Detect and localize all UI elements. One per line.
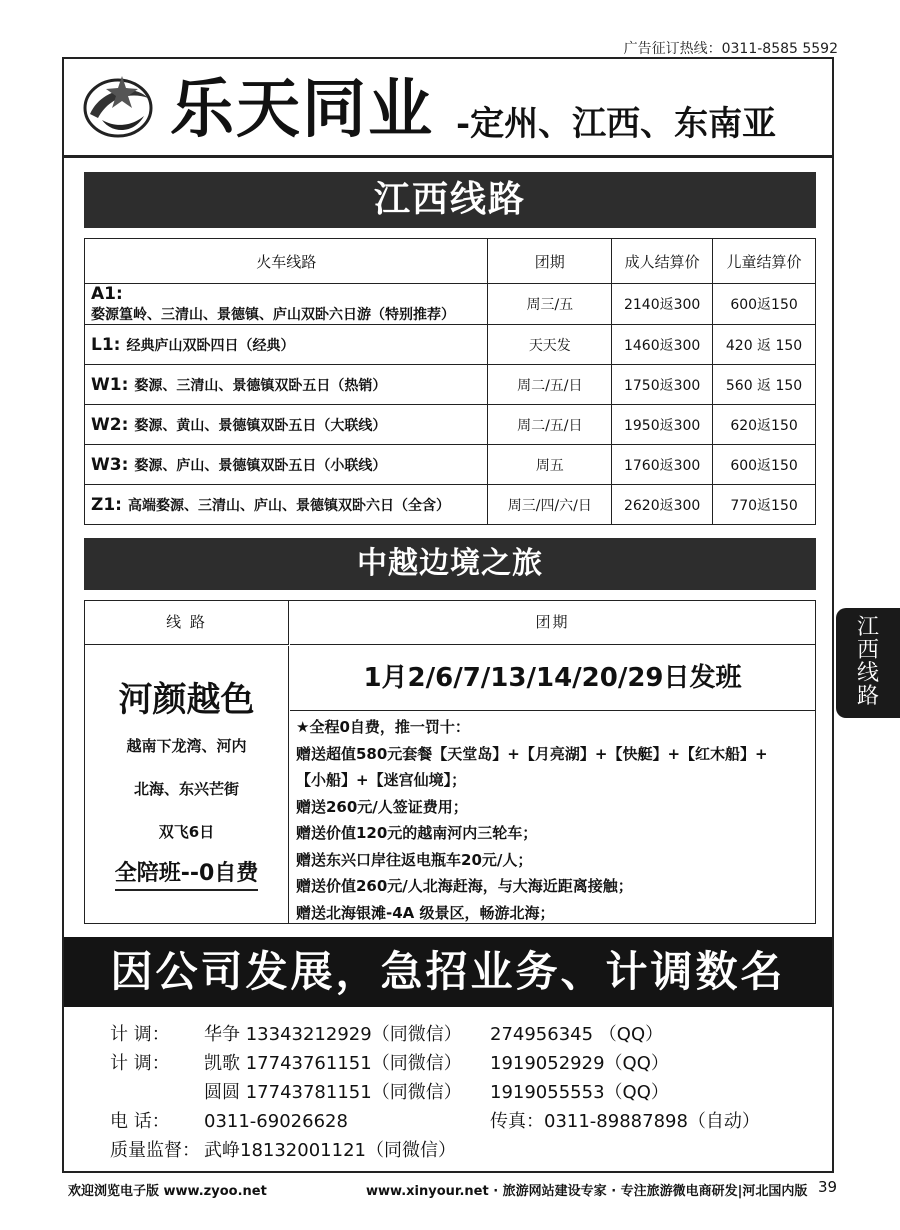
route-code: Z1: bbox=[91, 494, 122, 515]
footer-ebook-link[interactable]: 欢迎浏览电子版 www.zyoo.net bbox=[68, 1184, 267, 1199]
contact-extra: 1919055553（QQ） bbox=[490, 1082, 669, 1103]
tour-duration: 双飞6日 bbox=[158, 823, 215, 841]
brand-subtitle: -定州、江西、东南亚 bbox=[456, 104, 777, 144]
side-tab-char: 路 bbox=[856, 684, 879, 709]
route-name: 高端婺源、三清山、庐山、景德镇双卧六日（全含） bbox=[127, 497, 450, 514]
route-code: A1: bbox=[91, 284, 123, 304]
contact-value: 0311-69026628 bbox=[204, 1111, 348, 1132]
adult-price-cell: 2140返300 bbox=[612, 284, 713, 325]
child-price-cell: 620返150 bbox=[713, 405, 816, 445]
date-cell: 周二/五/日 bbox=[488, 365, 612, 405]
ad-hotline: 广告征订热线：0311-8585 5592 bbox=[623, 41, 838, 57]
table-row bbox=[85, 365, 816, 405]
tour-name: 河颜越色 bbox=[118, 680, 255, 720]
benefit-item: 赠送东兴口岸往返电瓶车20元/人； bbox=[296, 850, 533, 869]
section-side-tab[interactable] bbox=[836, 608, 900, 718]
benefit-item: 赠送价值120元的越南河内三轮车； bbox=[296, 824, 538, 842]
route-name: 经典庐山双卧四日（经典） bbox=[126, 337, 295, 354]
jiangxi-route-table bbox=[84, 238, 816, 525]
table-row bbox=[85, 405, 816, 445]
date-cell: 周三/五 bbox=[488, 284, 612, 325]
route-cell bbox=[85, 405, 488, 445]
side-tab-char: 线 bbox=[856, 661, 879, 686]
tour-departure-dates: 1月2/6/7/13/14/20/29日发班 bbox=[290, 646, 815, 711]
contact-label: 质量监督： bbox=[110, 1140, 200, 1161]
contact-value: 华争 13343212929（同微信） bbox=[204, 1024, 462, 1045]
table-row bbox=[85, 284, 816, 325]
date-cell: 周二/五/日 bbox=[488, 405, 612, 445]
route-cell bbox=[85, 365, 488, 405]
date-cell: 周三/四/六/日 bbox=[488, 485, 612, 525]
side-tab-char: 西 bbox=[856, 638, 879, 663]
child-price-cell: 420 返 150 bbox=[713, 325, 816, 365]
child-price-cell: 560 返 150 bbox=[713, 365, 816, 405]
route-name: 婺源篁岭、三清山、景德镇、庐山双卧六日游（特别推荐） bbox=[91, 307, 455, 323]
contact-label: 电 话： bbox=[110, 1111, 170, 1132]
table-row bbox=[85, 485, 816, 525]
col-header-route: 线 路 bbox=[85, 601, 289, 645]
route-name: 婺源、黄山、景德镇双卧五日（大联线） bbox=[134, 417, 387, 434]
recruitment-banner: 因公司发展，急招业务、计调数名 bbox=[64, 937, 832, 1007]
page-number: 39 bbox=[818, 1178, 838, 1196]
child-price-cell: 600返150 bbox=[713, 445, 816, 485]
table-row bbox=[85, 325, 816, 365]
adult-price-cell: 2620返300 bbox=[612, 485, 713, 525]
header-divider bbox=[64, 155, 832, 158]
contact-label: 计 调： bbox=[110, 1053, 170, 1074]
benefit-item: 【小船】+【迷宫仙境】； bbox=[296, 771, 467, 789]
contact-extra: 传真：0311-89887898（自动） bbox=[490, 1111, 760, 1132]
route-code: W3: bbox=[91, 454, 129, 475]
col-header-date: 团期 bbox=[488, 239, 612, 284]
route-cell bbox=[85, 284, 488, 325]
benefit-item: 赠送超值580元套餐【天堂岛】+【月亮湖】+【快艇】+【红木船】+ bbox=[296, 744, 768, 763]
child-price-cell: 770返150 bbox=[713, 485, 816, 525]
route-cell bbox=[85, 485, 488, 525]
brand-title: 乐天同业 bbox=[170, 72, 434, 147]
contact-extra: 274956345 （QQ） bbox=[490, 1024, 664, 1045]
date-cell: 天天发 bbox=[488, 325, 612, 365]
contact-value: 圆圆 17743781151（同微信） bbox=[204, 1082, 462, 1103]
route-cell bbox=[85, 325, 488, 365]
tour-escort-note: 全陪班--0自费 bbox=[115, 856, 259, 891]
tour-summary bbox=[85, 646, 289, 923]
route-cell bbox=[85, 445, 488, 485]
col-header-route: 火车线路 bbox=[85, 239, 488, 284]
route-code: W2: bbox=[91, 414, 129, 435]
tour-destinations-1: 越南下龙湾、河内 bbox=[126, 737, 247, 755]
route-code: W1: bbox=[91, 374, 129, 395]
contact-extra: 1919052929（QQ） bbox=[490, 1053, 669, 1074]
tour-destinations-2: 北海、东兴芒街 bbox=[133, 780, 239, 798]
col-header-adult-price: 成人结算价 bbox=[612, 239, 713, 284]
adult-price-cell: 1750返300 bbox=[612, 365, 713, 405]
table-row bbox=[85, 445, 816, 485]
vietnam-section-title: 中越边境之旅 bbox=[84, 538, 816, 590]
table-header-row bbox=[85, 239, 816, 284]
date-cell: 周五 bbox=[488, 445, 612, 485]
swirl-star-logo-icon bbox=[82, 70, 154, 142]
route-name: 婺源、庐山、景德镇双卧五日（小联线） bbox=[134, 457, 387, 474]
adult-price-cell: 1950返300 bbox=[612, 405, 713, 445]
child-price-cell: 600返150 bbox=[713, 284, 816, 325]
adult-price-cell: 1760返300 bbox=[612, 445, 713, 485]
benefit-item: ★全程0自费，推一罚十： bbox=[296, 718, 470, 736]
contact-label: 计 调： bbox=[110, 1024, 170, 1045]
route-code: L1: bbox=[91, 334, 121, 355]
benefit-item: 赠送价值260元/人北海赶海，与大海近距离接触； bbox=[296, 877, 633, 895]
side-tab-char: 江 bbox=[856, 615, 879, 640]
route-name: 婺源、三清山、景德镇双卧五日（热销） bbox=[134, 377, 387, 394]
contact-value: 凯歌 17743761151（同微信） bbox=[204, 1053, 462, 1074]
col-header-child-price: 儿童结算价 bbox=[713, 239, 816, 284]
col-header-date: 团期 bbox=[290, 601, 815, 645]
contact-value: 武峥18132001121（同微信） bbox=[204, 1140, 456, 1161]
jiangxi-section-title: 江西线路 bbox=[84, 172, 816, 228]
tour-benefits bbox=[296, 714, 892, 926]
benefit-item: 赠送北海银滩-4A 级景区，畅游北海； bbox=[296, 903, 555, 922]
adult-price-cell: 1460返300 bbox=[612, 325, 713, 365]
benefit-item: 赠送260元/人签证费用； bbox=[296, 797, 468, 816]
footer-site-link[interactable]: www.xinyour.net · 旅游网站建设专家 · 专注旅游微电商研发|河北国内版 bbox=[366, 1184, 808, 1199]
